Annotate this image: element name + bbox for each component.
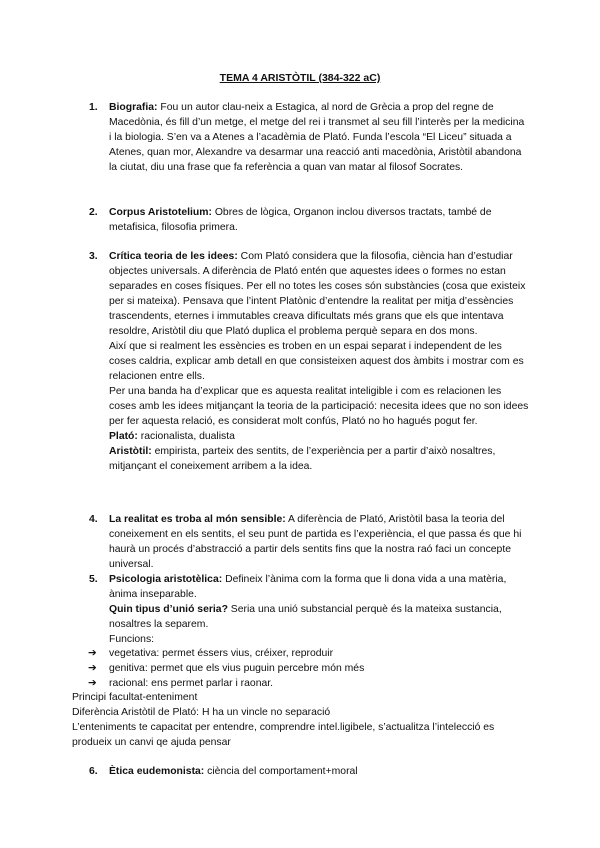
section-heading: Crítica teoria de les idees: — [109, 251, 238, 262]
paragraph: Per una banda ha d’explicar que es aquesta realitat inteligible i com es relacionen les coses amb les idees mitjançant la teoria de la participació: necesita idees que no son idees per fer aquesta relació, es considerat molt confús, Plató no ho hagués pogut fer. — [109, 386, 529, 427]
section-heading: Corpus Aristotelium: — [109, 207, 212, 218]
section-text: Defineix l’ànima com la forma que li dona vida a una matèria, ànima inseparable. — [109, 574, 507, 600]
aristotil-line: Aristòtil: empirista, parteix des sentits, de l’experiència per a partir d’això nosaltres, mitjançant el coneixement arribem a la idea. — [109, 446, 496, 472]
section-number: 6. — [89, 766, 98, 777]
section-text: Fou un autor clau-neix a Estagica, al nord de Grècia a prop del regne de Macedònia, és fill d’un metge, el metge del rei i transmet al seu fill l’interès per la medicina i la biologia. S’en va a Atenes a l’acadèmia de Plató. Funda l’escola “El Liceu” situada a Atenes, quan mor, Alexandre va desarmar una reacció anti macedònia, Aristòtil abandona la ciutat, diu una frase que fa referència a quan van matar al filosof Socrates. — [109, 102, 525, 173]
section-number: 5. — [89, 574, 98, 585]
plato-line: Plató: racionalista, dualista — [109, 431, 235, 442]
section-text: Obres de lògica, Organon inclou diversos tractats, també de metafisica, filosofia primera. — [109, 207, 492, 233]
note-line: Diferència Aristòtil de Plató: H ha un vincle no separació — [72, 707, 331, 718]
section-heading: Biografia: — [109, 102, 158, 113]
note-paragraph: L’enteniments te capacitat per entendre, comprendre intel.ligibele, s’actualitza l’intelecció es produeix un canvi qe ajuda pensar — [72, 722, 495, 748]
arrow-icon: ➔ — [88, 663, 97, 674]
section-number: 4. — [89, 514, 98, 525]
answer: Seria una unió substancial perquè és la mateixa sustancia, nosaltres la separem. — [109, 604, 502, 630]
funcions-label: Funcions: — [109, 634, 155, 645]
arrow-icon: ➔ — [88, 678, 97, 689]
question: Quin tipus d’unió seria? — [109, 604, 228, 615]
document-title: TEMA 4 ARISTÒTIL (384-322 aC) — [219, 72, 381, 84]
section-heading: Ètica eudemonista: — [109, 766, 205, 777]
section-number: 2. — [89, 207, 98, 218]
section-text: ciència del comportament+moral — [204, 766, 358, 777]
section-text: A diferència de Plató, Aristòtil basa la teoria del coneixement en els sentits, el seu punt de partida es l’experiència, el que passa és que hi haurà un procés d’abstracció a partir dels sentits fins que la nostra raó faci un concepte universal. — [109, 514, 522, 570]
section-heading: La realitat es troba al món sensible: — [109, 514, 286, 525]
section-number: 1. — [89, 102, 98, 113]
note-line: Principi facultat-enteniment — [72, 692, 198, 703]
section-number: 3. — [89, 251, 98, 262]
arrow-icon: ➔ — [88, 648, 97, 659]
section-heading: Psicologia aristotèlica: — [109, 574, 223, 585]
document-page: TEMA 4 ARISTÒTIL (384-322 aC) 1. Biografia: Fou un autor clau-neix a Estagica, al nord de Grècia a prop del regne de Macedònia, és fill d’un metge, el metge del rei i transmet al seu fill l’interès per la medicina i la biologia. S’en va a Atenes a l’acadèmia de Plató. Funda l’escola “El Liceu” situada a Atenes, quan mor, Alexandre va desarmar una reacció anti macedònia, Aristòtil abandona la ciutat, diu una frase que fa referència a quan van matar al filosof Socrates. 2. Corpus Aristotelium: Obres de lògica, Organon inclou diversos tractats, també de metafisica, filosofia primera. 3. Crítica teoria de les idees: Com Plató considera que la filosofia, ciència han d’estudiar objectes universals. A diferència de Plató entén que aquestes idees o formes no estan separades en coses físiques. Per ell no totes les coses són substàncies (cosa que existeix per si mateixa). Pensava que l’intent Platònic d’entendre la realitat per mitja d’essències trascendents, eternes i immutables creava dificultats més grans que els que intentava resoldre, Aristòtil diu que Plató duplica el problema perquè separa en dos mons. Així que si realment les essències es troben en un espai separat i independent de les coses caldria, explicar amb detall en que consisteixen aquest dos àmbits i mostrar com es relacionen entre ells. Per una banda ha d’explicar que es aquesta realitat inteligible i com es relacionen les coses amb les idees mitjançant la teoria de la participació: necesita idees que no son idees per fer aquesta relació, es considerat molt confús, Plató no ho hagués pogut fer. Plató: racionalista, dualista Aristòtil: empirista, parteix des sentits, de l’experiència per a partir d’això nosaltres, mitjançant el coneixement arribem a la idea. 4. La realitat es troba al món sensible: A diferència de Plató, Aristòtil basa la teoria del coneixement en els sentits, el seu punt de partida es l’experiència, el que passa és que hi haurà un procés d’abstracció a partir dels sentits fins que la nostra raó faci un concepte universal. 5. Psicologia aristotèlica: Defineix l’ànima com la forma que li dona vida a una matèria, ànima inseparable. Quin tipus d’unió seria? Seria una unió substancial perquè és la mateixa sustancia, nosaltres la separem. Funcions: ➔ vegetativa: permet éssers vius, créixer, reproduir ➔ genitiva: permet que els vius puguin percebre món més ➔ racional: ens permet parlar i raonar. Principi facultat-enteniment Diferència Aristòtil de Plató: H ha un vincle no separació L’enteniments te capacitat per entendre, comprendre intel.ligibele, s’actualitza l’intelecció es produeix un canvi qe ajuda pensar 6. Ètica eudemonista: ciència del comportament+moral — [0, 0, 600, 848]
paragraph: Així que si realment les essències es troben en un espai separat i independent de les coses caldria, explicar amb detall en que consisteixen aquest dos àmbits i mostrar com es relacionen entre ells. — [109, 341, 524, 382]
paragraph: Crítica teoria de les idees: Com Plató considera que la filosofia, ciència han d’estudiar objectes universals. A diferència de Plató entén que aquestes idees o formes no estan separades en coses físiques. Per ell no totes les coses són substàncies (cosa que existeix per si mateixa). Pensava que l’intent Platònic d’entendre la realitat per mitja d’essències trascendents, eternes i immutables creava dificultats més grans que els que intentava resoldre, Aristòtil diu que Plató duplica el problema perquè separa en dos mons. — [109, 251, 526, 337]
